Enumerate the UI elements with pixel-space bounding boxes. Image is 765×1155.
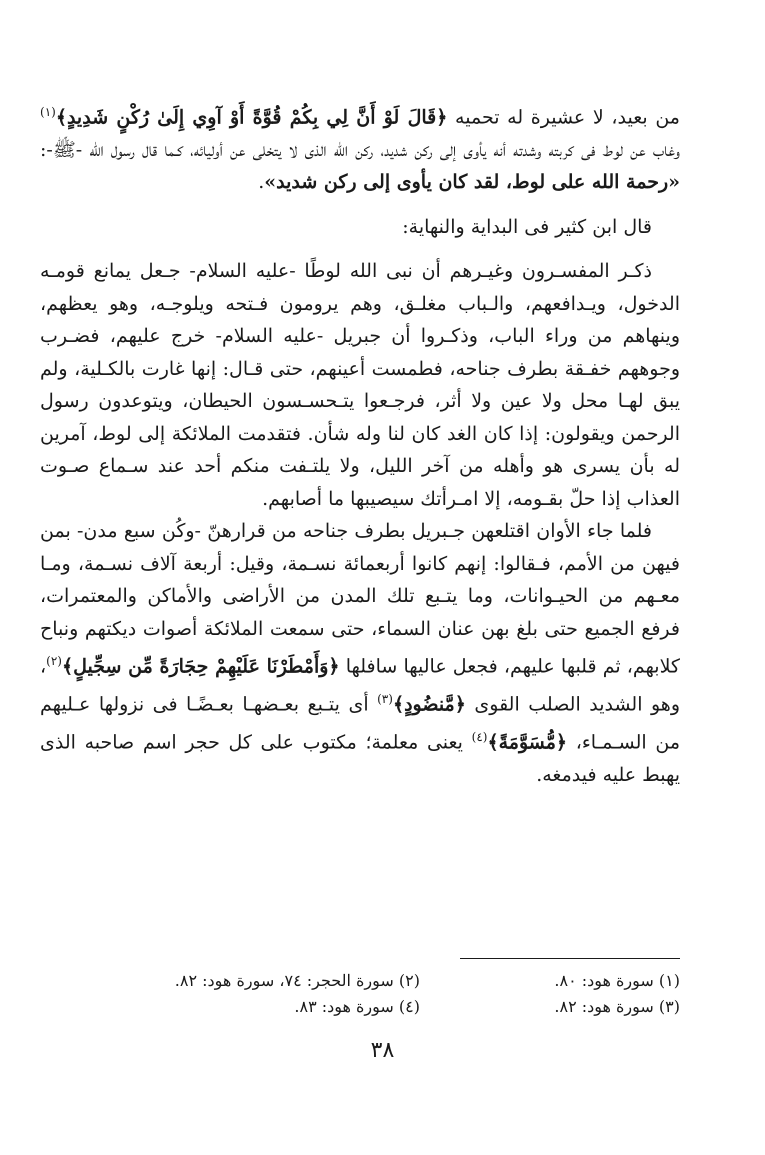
paragraph-3-text-d: يعنى معلمة؛ مكتوب على كل حجر اسم صاحبه الذى يهبط عليه فيدمغه. — [40, 731, 680, 786]
footnote-1: (١) سورة هود: ٨٠. — [554, 971, 680, 990]
paragraph-3-text-a: فلما جاء الأوان اقتلعهن جـبريل بطرف جناحه من قرارهنّ -وكُن سبع مدن- بمن فيهن من الأمم، فـقالوا: إنهم كانوا أربعمائة نسـمة، وقيل: أربعة آلاف نسـمة، ومـا معـهم من الحيـوانات، وما يتـبع تلك المدن من الأراضى والأماكن والمعتمرات، فرفع الجميع حتى بلغ بهن عنان السماء، حتى سمعت الملائكة أصوات ديكتهم ونباح كلابهم، ثم قلبها عليهم، فجعل عاليها سافلها — [40, 520, 680, 678]
paragraph-1-text-c: . — [258, 171, 265, 194]
paragraph-1-text-b: وغاب عن لوط فى كربته وشدته أنه يأوى إلى ركن شديد، ركن الله الذى لا يتخلى عن أوليائه، كـما قال رسول الله -ﷺ-: — [40, 138, 680, 161]
quran-verse-3: ﴿مَّنضُودٍ﴾ — [392, 693, 466, 716]
section-heading: قال ابن كثير فى البداية والنهاية: — [402, 215, 652, 238]
page-number: ٣٨ — [370, 1038, 395, 1063]
paragraph-2: ذكـر المفسـرون وغيـرهم أن نبى الله لوطًا -عليه السلام- جـعل يمانع قومـه الدخول، ويـدافعهم، والـباب مغلـق، وهم يرومون فـتحه ويلوجـه، وهو يعظهم، وينهاهم من وراء الباب، وذكـروا أن جبريل -عليه السلام- خرج عليهم، فضـرب وجوههم خفـقة بطرف جناحه، فطمست أعينهم، حتى قـال: إنها غارت بالكـلية، ولم يبق لهـا محل ولا عين ولا أثر، فرجـعوا يتـحسـسون الحيطان، ويتوعدون رسول الرحمن ويقولون: إذا كان الغد كان لنا وله شأن. فتقدمت الملائكة إلى لوط، آمرين له بأن يسرى هو وأهله من آخر الليل، ولا يلتـفت منكم أحد عند سـماع صـوت العذاب إذا حلّ بقـومه، إلا امـرأتك سيصيبها ما أصابهم. — [40, 260, 681, 510]
paragraph-1 — [40, 96, 680, 199]
quran-verse-4: ﴿مُّسَوَّمَةً﴾ — [487, 731, 568, 754]
footnote-row — [120, 968, 680, 994]
footnote-ref-2: (٢) — [46, 654, 62, 669]
footnote-separator — [460, 958, 680, 959]
quran-verse-1: ﴿قَالَ لَوْ أَنَّ لِي بِكُمْ قُوَّةً أَوْ آوِي إِلَىٰ رُكْنٍ شَدِيدٍ﴾ — [55, 106, 448, 129]
paragraph-1-text-a: من بعيد، لا عشيرة له تحميه — [447, 106, 680, 129]
paragraph-3 — [40, 515, 680, 791]
footnote-row — [120, 994, 680, 1020]
footnote-ref-4: (٤) — [471, 729, 488, 744]
footnote-ref-1: (١) — [40, 105, 56, 119]
footnote-4: (٤) سورة هود: ٨٣. — [294, 997, 420, 1016]
page-body — [40, 96, 680, 803]
footnote-2: (٢) سورة الحجر: ٧٤، سورة هود: ٨٢. — [174, 971, 420, 990]
quran-verse-2: ﴿وَأَمْطَرْنَا عَلَيْهِمْ حِجَارَةً مِّن سِجِّيلٍ﴾ — [61, 655, 340, 678]
paragraph-3-text-b: ، وهو الشديد الصلب القوى — [40, 655, 681, 716]
footnotes — [120, 968, 680, 1020]
hadith-quote: «رحمة الله على لوط، لقد كان يأوى إلى ركن شديد» — [264, 171, 680, 194]
footnote-3: (٣) سورة هود: ٨٢. — [554, 997, 680, 1016]
paragraph-3-text-c: أى يتـبع بعـضهـا بعـضًـا فى نزولها عـليهم من السـمـاء، — [40, 693, 680, 754]
footnote-ref-3: (٣) — [377, 692, 393, 707]
